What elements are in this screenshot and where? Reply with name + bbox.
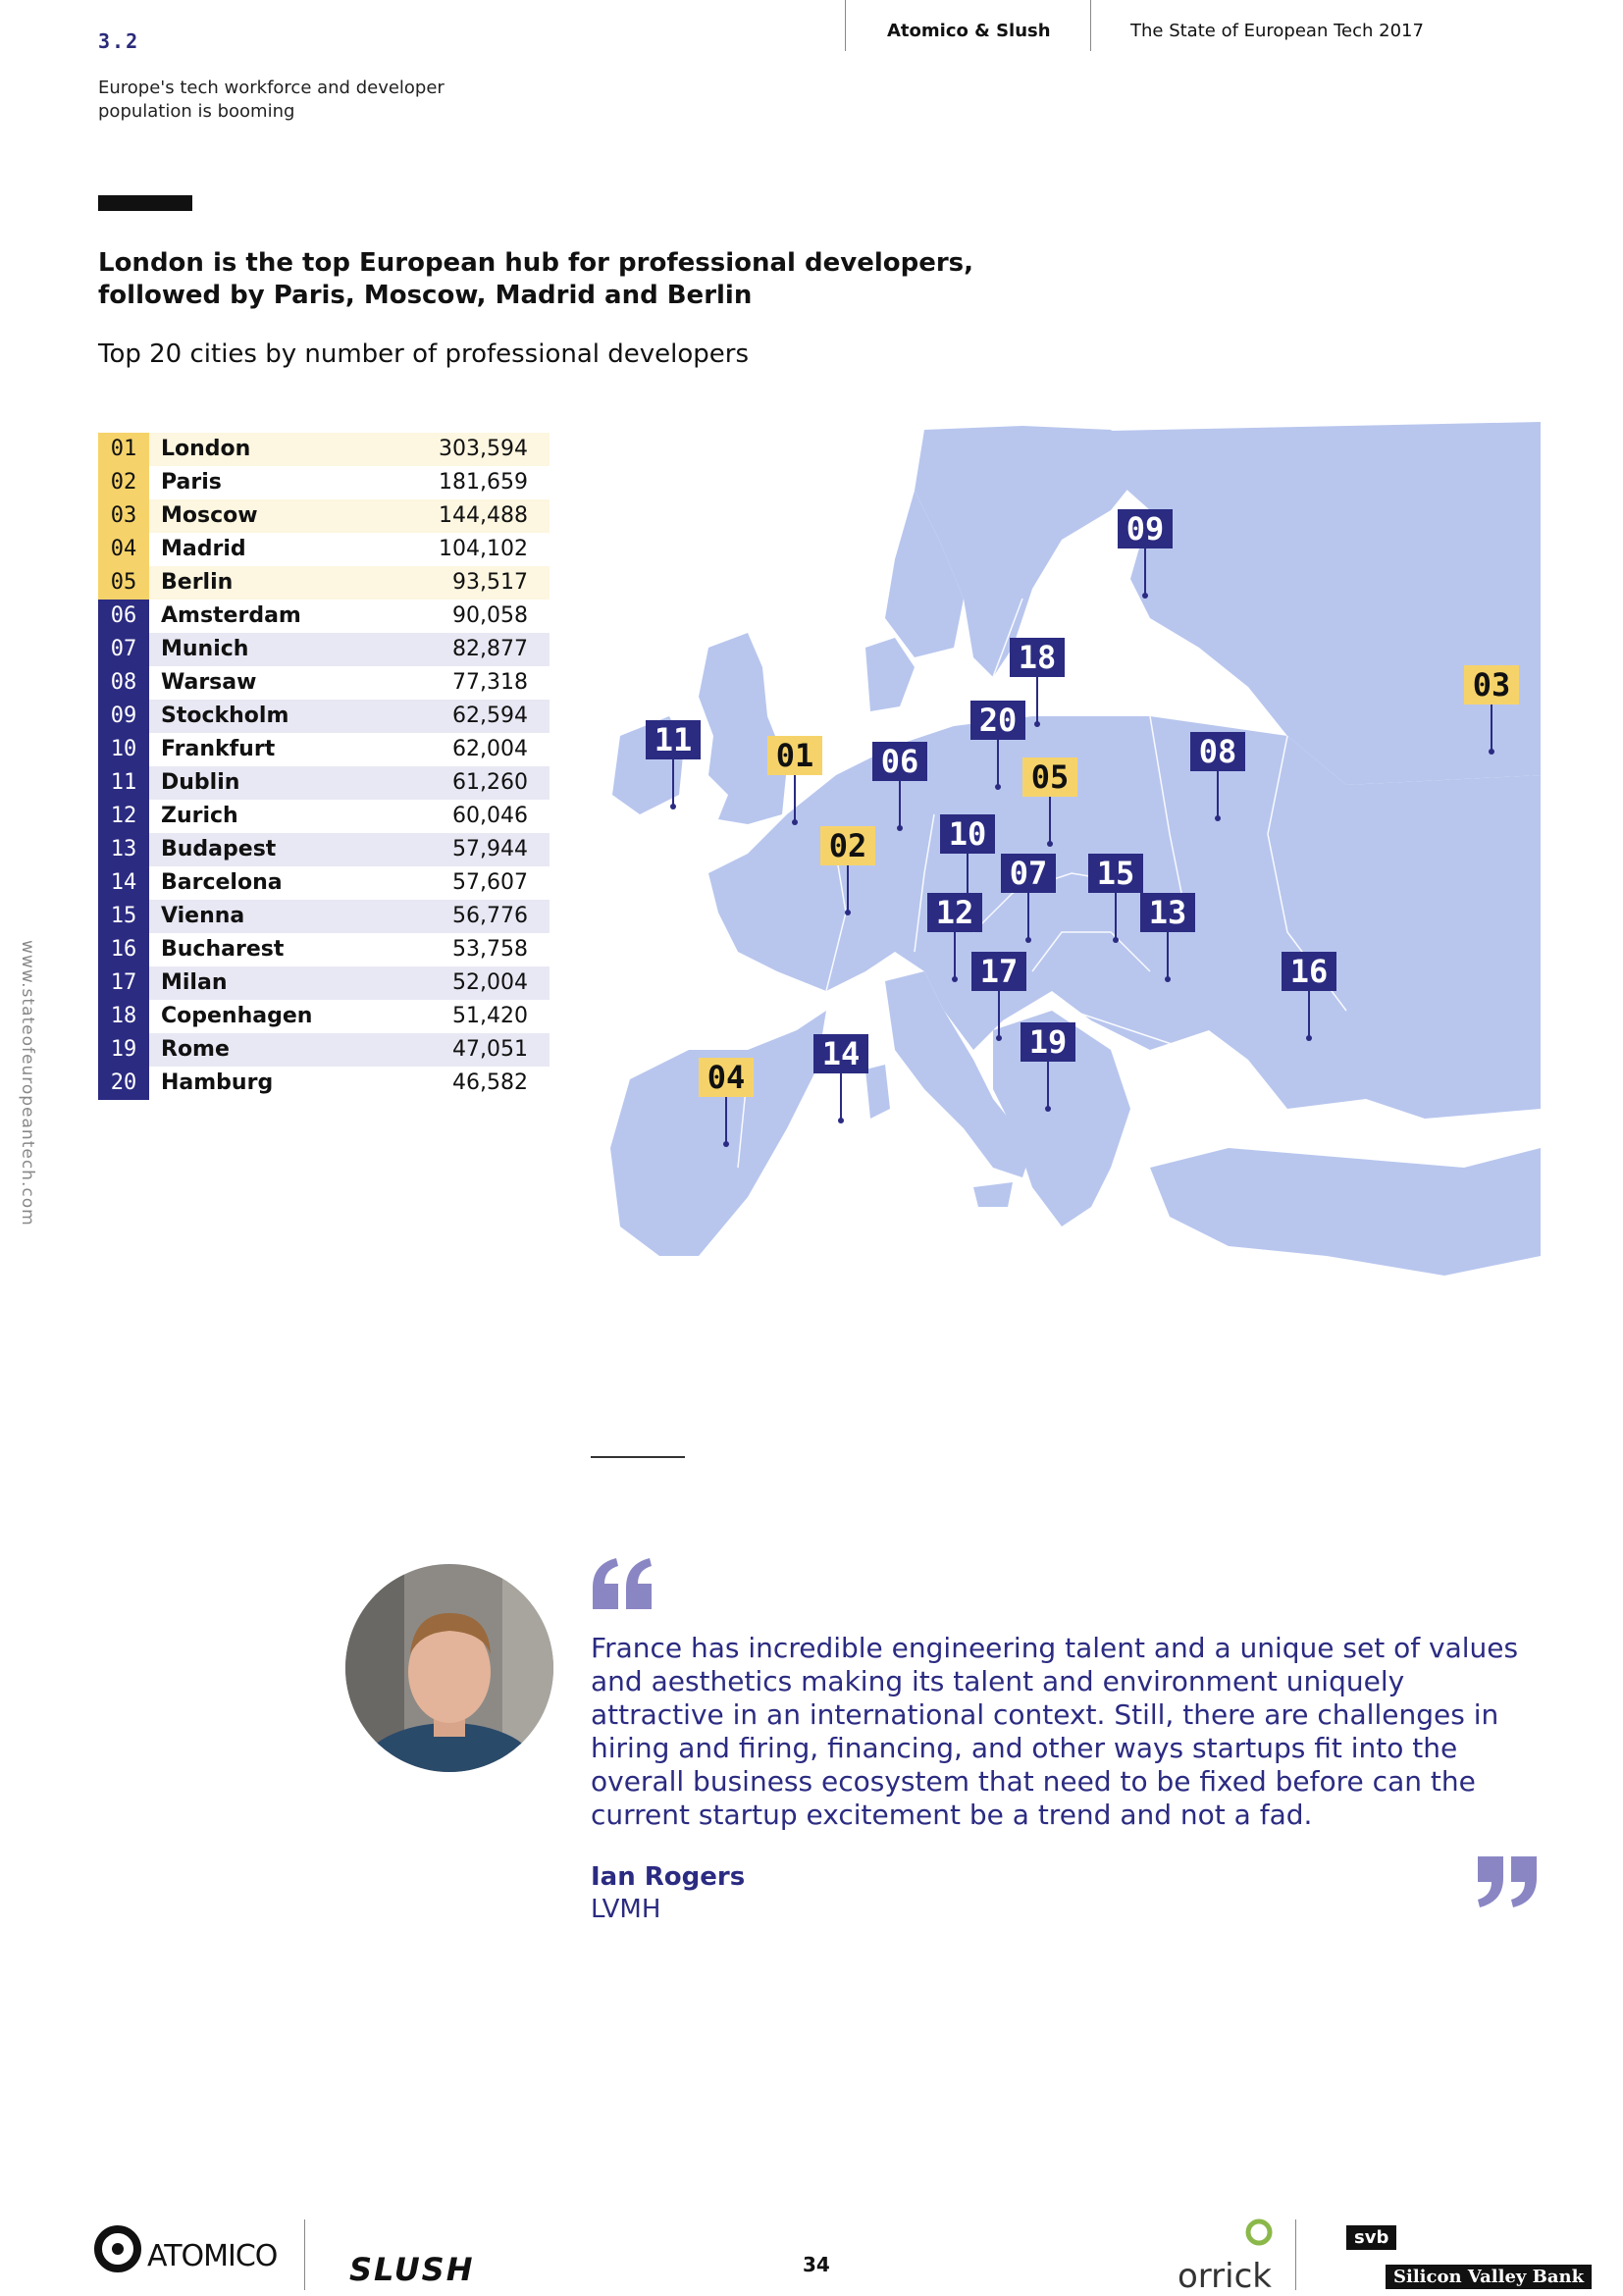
quote-open-icon <box>589 1554 657 1617</box>
developer-count: 104,102 <box>439 537 528 561</box>
city-name: Dublin <box>161 770 240 795</box>
pin-dot <box>1113 937 1119 943</box>
rank-badge: 01 <box>98 433 149 466</box>
rank-badge: 15 <box>98 900 149 933</box>
orrick-logo: orrick <box>1178 2257 1272 2296</box>
city-name: Rome <box>161 1037 230 1062</box>
table-row <box>98 466 550 499</box>
table-row <box>98 933 550 966</box>
page-number: 34 <box>803 2253 830 2276</box>
city-name: Madrid <box>161 537 246 561</box>
city-name: Berlin <box>161 570 234 595</box>
header-divider <box>845 0 846 51</box>
city-name: Barcelona <box>161 870 283 895</box>
rank-badge: 05 <box>98 566 149 600</box>
table-row <box>98 433 550 466</box>
pin-label: 11 <box>654 721 693 758</box>
quote-author-name: Ian Rogers <box>591 1862 746 1892</box>
pin-label: 12 <box>935 894 974 931</box>
pin-label: 04 <box>707 1059 746 1096</box>
rank-badge: 04 <box>98 533 149 566</box>
rank-badge: 13 <box>98 833 149 866</box>
rank-badge: 03 <box>98 499 149 533</box>
pin-label: 10 <box>948 815 987 853</box>
pin-dot <box>1142 593 1148 599</box>
rank-badge: 20 <box>98 1067 149 1100</box>
developer-count: 303,594 <box>439 437 528 461</box>
page-headline: London is the top European hub for professional developers, followed by Paris, Moscow, Madrid and Berlin <box>98 248 974 310</box>
developer-count: 144,488 <box>439 503 528 528</box>
pin-label: 18 <box>1018 639 1057 676</box>
developer-count: 60,046 <box>452 804 528 828</box>
pin-dot <box>670 804 676 809</box>
city-name: Warsaw <box>161 670 257 695</box>
table-row <box>98 800 550 833</box>
rank-badge: 18 <box>98 1000 149 1033</box>
developer-count: 56,776 <box>452 904 528 928</box>
orrick-leaf-icon <box>1244 2218 1274 2251</box>
developer-count: 82,877 <box>452 637 528 661</box>
pin-dot <box>1306 1035 1312 1041</box>
pin-dot <box>1165 976 1171 982</box>
quote-text: France has incredible engineering talent and a unique set of values and aesthetics making its talent and environment uniquely attractive in an international context. Still, there are challenges in hiring and firing, financing, and other ways startups fit into the overall business ecosystem that need to be fixed before can the current startup excitement be a trend and not a fad. <box>591 1632 1519 1831</box>
table-row <box>98 1033 550 1067</box>
city-name: Zurich <box>161 804 238 828</box>
city-name: Milan <box>161 970 228 995</box>
developer-count: 90,058 <box>452 603 528 628</box>
pin-dot <box>1025 937 1031 943</box>
section-number: 3.2 <box>98 29 140 53</box>
europe-map <box>601 422 1541 1295</box>
developer-count: 77,318 <box>452 670 528 695</box>
city-name: Vienna <box>161 904 245 928</box>
developer-count: 61,260 <box>452 770 528 795</box>
rank-badge: 11 <box>98 766 149 800</box>
quote-author-org: LVMH <box>591 1895 661 1924</box>
svb-full-logo: Silicon Valley Bank <box>1386 2265 1592 2289</box>
table-row <box>98 700 550 733</box>
rank-badge: 09 <box>98 700 149 733</box>
table-row <box>98 1067 550 1100</box>
quote-close-icon <box>1472 1852 1541 1915</box>
city-name: Hamburg <box>161 1070 274 1095</box>
footer-divider <box>1295 2219 1296 2290</box>
rank-badge: 14 <box>98 866 149 900</box>
atomico-logo-icon <box>94 2225 141 2272</box>
city-name: Copenhagen <box>161 1004 313 1028</box>
header-report-title: The State of European Tech 2017 <box>1130 21 1424 41</box>
land <box>610 422 1541 1276</box>
slush-logo: SLUSH <box>349 2251 475 2288</box>
header-brand: Atomico & Slush <box>887 21 1051 41</box>
table-row <box>98 900 550 933</box>
pin-dot <box>995 784 1001 790</box>
rank-badge: 07 <box>98 633 149 666</box>
table-row <box>98 533 550 566</box>
table-row <box>98 666 550 700</box>
table-row <box>98 733 550 766</box>
pin-label: 13 <box>1148 894 1187 931</box>
pin-label: 09 <box>1126 510 1165 548</box>
developer-count: 181,659 <box>439 470 528 495</box>
quote-divider <box>591 1456 685 1458</box>
pin-dot <box>1047 841 1053 847</box>
accent-bar <box>98 195 192 211</box>
pin-dot <box>838 1118 844 1123</box>
pin-dot <box>723 1141 729 1147</box>
table-row <box>98 566 550 600</box>
pin-label: 07 <box>1009 855 1048 892</box>
rank-badge: 17 <box>98 966 149 1000</box>
map-pin-14 <box>813 1034 868 1123</box>
pin-label: 16 <box>1289 953 1329 990</box>
table-row <box>98 866 550 900</box>
svb-logo: svb <box>1346 2225 1396 2250</box>
table-row <box>98 633 550 666</box>
pin-dot <box>792 819 798 825</box>
developer-count: 52,004 <box>452 970 528 995</box>
rank-badge: 08 <box>98 666 149 700</box>
speaker-avatar <box>345 1564 553 1772</box>
pin-label: 05 <box>1030 758 1070 796</box>
city-name: London <box>161 437 251 461</box>
footer-divider <box>304 2219 305 2290</box>
table-row <box>98 499 550 533</box>
city-name: Munich <box>161 637 249 661</box>
developer-count: 57,607 <box>452 870 528 895</box>
pin-dot <box>1215 815 1221 821</box>
rank-badge: 19 <box>98 1033 149 1067</box>
pin-label: 06 <box>880 743 919 780</box>
developer-count: 57,944 <box>452 837 528 861</box>
pin-label: 20 <box>978 702 1018 739</box>
developer-count: 53,758 <box>452 937 528 962</box>
pin-dot <box>996 1035 1002 1041</box>
developer-count: 46,582 <box>452 1070 528 1095</box>
city-name: Moscow <box>161 503 258 528</box>
pin-label: 19 <box>1028 1023 1068 1061</box>
rank-badge: 12 <box>98 800 149 833</box>
developer-count: 93,517 <box>452 570 528 595</box>
rank-badge: 02 <box>98 466 149 499</box>
developer-count: 62,594 <box>452 704 528 728</box>
pin-label: 02 <box>828 827 867 864</box>
pin-dot <box>1045 1106 1051 1112</box>
pin-label: 03 <box>1472 666 1511 704</box>
rank-badge: 10 <box>98 733 149 766</box>
pin-dot <box>1034 721 1040 727</box>
city-name: Budapest <box>161 837 277 861</box>
pin-dot <box>897 825 903 831</box>
city-name: Frankfurt <box>161 737 276 761</box>
page-subheadline: Top 20 cities by number of professional developers <box>98 339 749 369</box>
pin-label: 15 <box>1096 855 1135 892</box>
header-divider <box>1090 0 1091 51</box>
city-name: Stockholm <box>161 704 289 728</box>
pin-label: 08 <box>1198 733 1237 770</box>
table-row <box>98 1000 550 1033</box>
side-url: www.stateofeuropeantech.com <box>18 940 37 1226</box>
rank-badge: 06 <box>98 600 149 633</box>
pin-label: 17 <box>979 953 1019 990</box>
developer-count: 51,420 <box>452 1004 528 1028</box>
pin-dot <box>845 910 851 915</box>
ranking-table <box>98 433 550 1100</box>
table-row <box>98 600 550 633</box>
developer-count: 47,051 <box>452 1037 528 1062</box>
atomico-logo: ATOMICO <box>147 2239 278 2273</box>
table-row <box>98 966 550 1000</box>
table-row <box>98 766 550 800</box>
city-name: Paris <box>161 470 222 495</box>
pin-label: 01 <box>775 737 814 774</box>
pin-dot <box>952 976 958 982</box>
rank-badge: 16 <box>98 933 149 966</box>
pin-label: 14 <box>821 1035 861 1072</box>
table-row <box>98 833 550 866</box>
section-title: Europe's tech workforce and developer population is booming <box>98 78 445 122</box>
city-name: Bucharest <box>161 937 285 962</box>
pin-dot <box>1489 749 1494 755</box>
developer-count: 62,004 <box>452 737 528 761</box>
city-name: Amsterdam <box>161 603 301 628</box>
